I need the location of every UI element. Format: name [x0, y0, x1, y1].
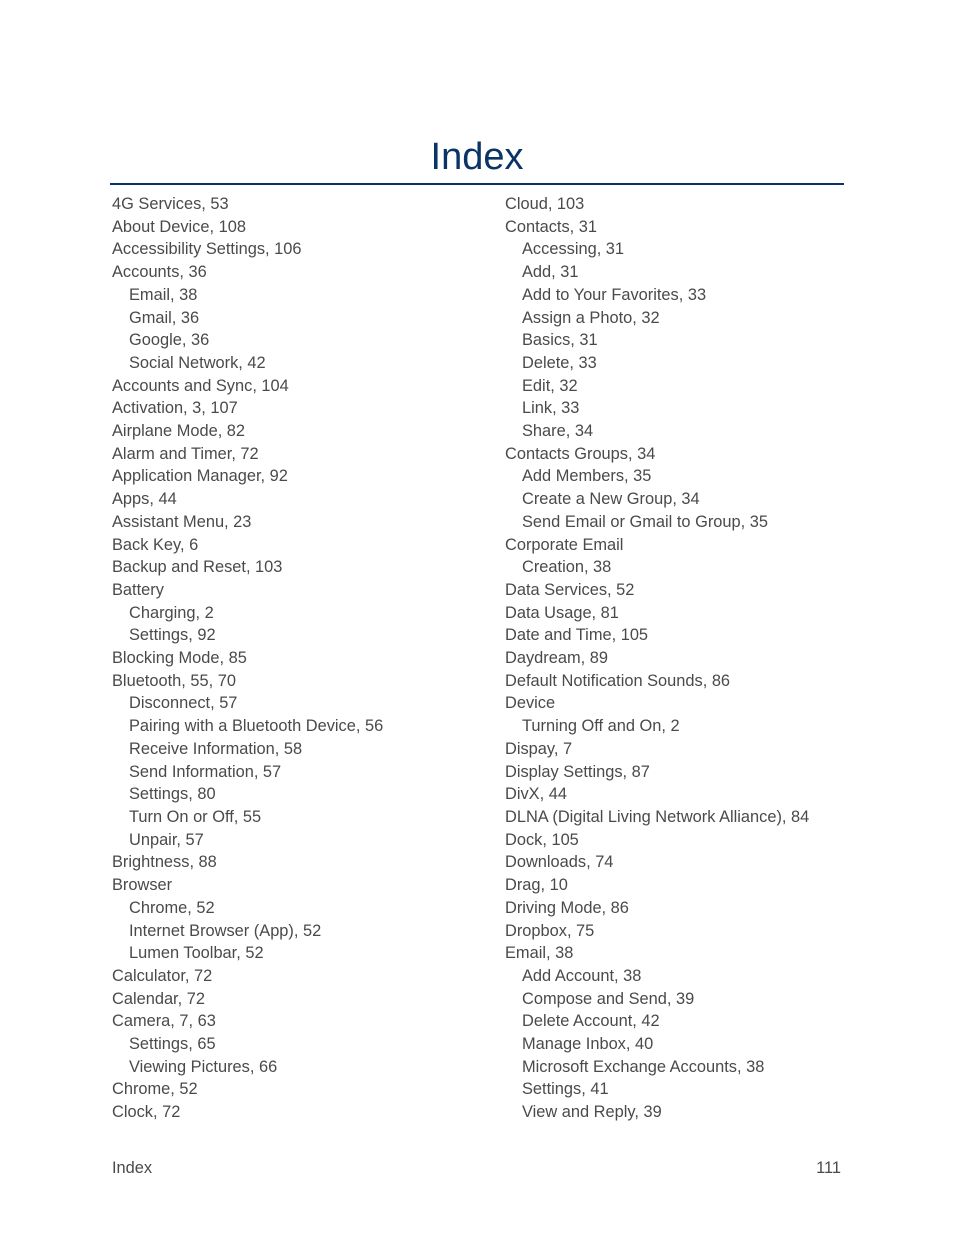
index-subentry: Turning Off and On, 2: [522, 717, 680, 736]
index-entry: Alarm and Timer, 72: [112, 444, 259, 463]
index-entry: DLNA (Digital Living Network Alliance), 84: [505, 807, 810, 826]
index-entry: Calendar, 72: [112, 989, 205, 1008]
page-title: Index: [430, 136, 524, 178]
index-entry: Accounts, 36: [112, 263, 207, 282]
index-subentry: Social Network, 42: [129, 353, 266, 372]
footer-page-number: 111: [816, 1159, 841, 1177]
index-subentry: Internet Browser (App), 52: [129, 921, 322, 940]
index-subentry: Lumen Toolbar, 52: [129, 944, 264, 963]
index-subentry: Delete Account, 42: [522, 1012, 660, 1031]
index-entry: Assistant Menu, 23: [112, 512, 252, 531]
index-entry: Blocking Mode, 85: [112, 649, 247, 668]
index-entry: Corporate Email: [505, 535, 624, 554]
index-column-right: [505, 193, 809, 1124]
index-subentry: Microsoft Exchange Accounts, 38: [522, 1057, 765, 1076]
index-subentry: Edit, 32: [522, 376, 578, 395]
index-entry: Cloud, 103: [505, 195, 585, 213]
index-column-left: [112, 193, 383, 1124]
index-subentry: Pairing with a Bluetooth Device, 56: [129, 717, 384, 736]
index-subentry: Turn On or Off, 55: [129, 807, 262, 826]
index-entry: Contacts, 31: [505, 217, 598, 236]
index-subentry: Creation, 38: [522, 558, 612, 577]
index-entry: Dock, 105: [505, 830, 579, 849]
index-entry: Browser: [112, 876, 173, 895]
index-subentry: Gmail, 36: [129, 308, 200, 327]
index-subentry: Share, 34: [522, 422, 594, 441]
index-entry: About Device, 108: [112, 217, 246, 236]
index-subentry: Chrome, 52: [129, 898, 215, 917]
index-entry: Driving Mode, 86: [505, 898, 629, 917]
index-entry: Accessibility Settings, 106: [112, 240, 302, 259]
index-entry: Brightness, 88: [112, 853, 217, 872]
index-entry: Device: [505, 694, 556, 713]
index-subentry: Assign a Photo, 32: [522, 308, 660, 327]
index-subentry: Manage Inbox, 40: [522, 1035, 654, 1054]
index-subentry: Basics, 31: [522, 331, 598, 350]
index-entry: Dropbox, 75: [505, 921, 595, 940]
index-subentry: Add, 31: [522, 263, 579, 282]
index-subentry: Accessing, 31: [522, 240, 625, 259]
index-entry: Email, 38: [505, 944, 574, 963]
index-entry: 4G Services, 53: [112, 195, 229, 213]
footer-section-label: Index: [112, 1159, 153, 1177]
index-subentry: Settings, 92: [129, 626, 216, 645]
index-entry: Dispay, 7: [505, 739, 573, 758]
index-entry: Display Settings, 87: [505, 762, 650, 781]
index-subentry: View and Reply, 39: [522, 1103, 662, 1122]
index-subentry: Send Email or Gmail to Group, 35: [522, 512, 768, 531]
index-subentry: Create a New Group, 34: [522, 490, 700, 509]
index-entry: Airplane Mode, 82: [112, 422, 246, 441]
index-entry: Battery: [112, 580, 164, 599]
index-subentry: Settings, 41: [522, 1080, 609, 1099]
index-entry: Daydream, 89: [505, 649, 608, 668]
index-subentry: Add Members, 35: [522, 467, 652, 486]
index-entry: DivX, 44: [505, 785, 567, 804]
index-subentry: Settings, 65: [129, 1035, 216, 1054]
index-entry: Chrome, 52: [112, 1080, 198, 1099]
index-subentry: Charging, 2: [129, 603, 214, 622]
index-subentry: Delete, 33: [522, 353, 597, 372]
index-subentry: Google, 36: [129, 331, 210, 350]
index-subentry: Settings, 80: [129, 785, 216, 804]
index-subentry: Add Account, 38: [522, 966, 642, 985]
index-entry: Default Notification Sounds, 86: [505, 671, 731, 690]
index-entry: Back Key, 6: [112, 535, 199, 554]
index-entry: Camera, 7, 63: [112, 1012, 216, 1031]
index-entry: Bluetooth, 55, 70: [112, 671, 236, 690]
index-subentry: Viewing Pictures, 66: [129, 1057, 278, 1076]
index-entry: Calculator, 72: [112, 966, 213, 985]
index-entry: Accounts and Sync, 104: [112, 376, 289, 395]
index-entry: Drag, 10: [505, 876, 568, 895]
title-divider: [110, 183, 844, 185]
index-entry: Backup and Reset, 103: [112, 558, 283, 577]
index-entry: Application Manager, 92: [112, 467, 288, 486]
index-entry: Activation, 3, 107: [112, 399, 238, 418]
index-entry: Clock, 72: [112, 1103, 181, 1122]
index-subentry: Email, 38: [129, 285, 198, 304]
index-entry: Apps, 44: [112, 490, 177, 509]
index-entry: Contacts Groups, 34: [505, 444, 656, 463]
index-subentry: Receive Information, 58: [129, 739, 303, 758]
index-subentry: Send Information, 57: [129, 762, 282, 781]
index-subentry: Compose and Send, 39: [522, 989, 695, 1008]
index-subentry: Unpair, 57: [129, 830, 204, 849]
index-subentry: Disconnect, 57: [129, 694, 238, 713]
index-subentry: Link, 33: [522, 399, 580, 418]
index-entry: Date and Time, 105: [505, 626, 649, 645]
index-subentry: Add to Your Favorites, 33: [522, 285, 707, 304]
index-entry: Data Usage, 81: [505, 603, 619, 622]
index-entry: Data Services, 52: [505, 580, 635, 599]
index-entry: Downloads, 74: [505, 853, 614, 872]
